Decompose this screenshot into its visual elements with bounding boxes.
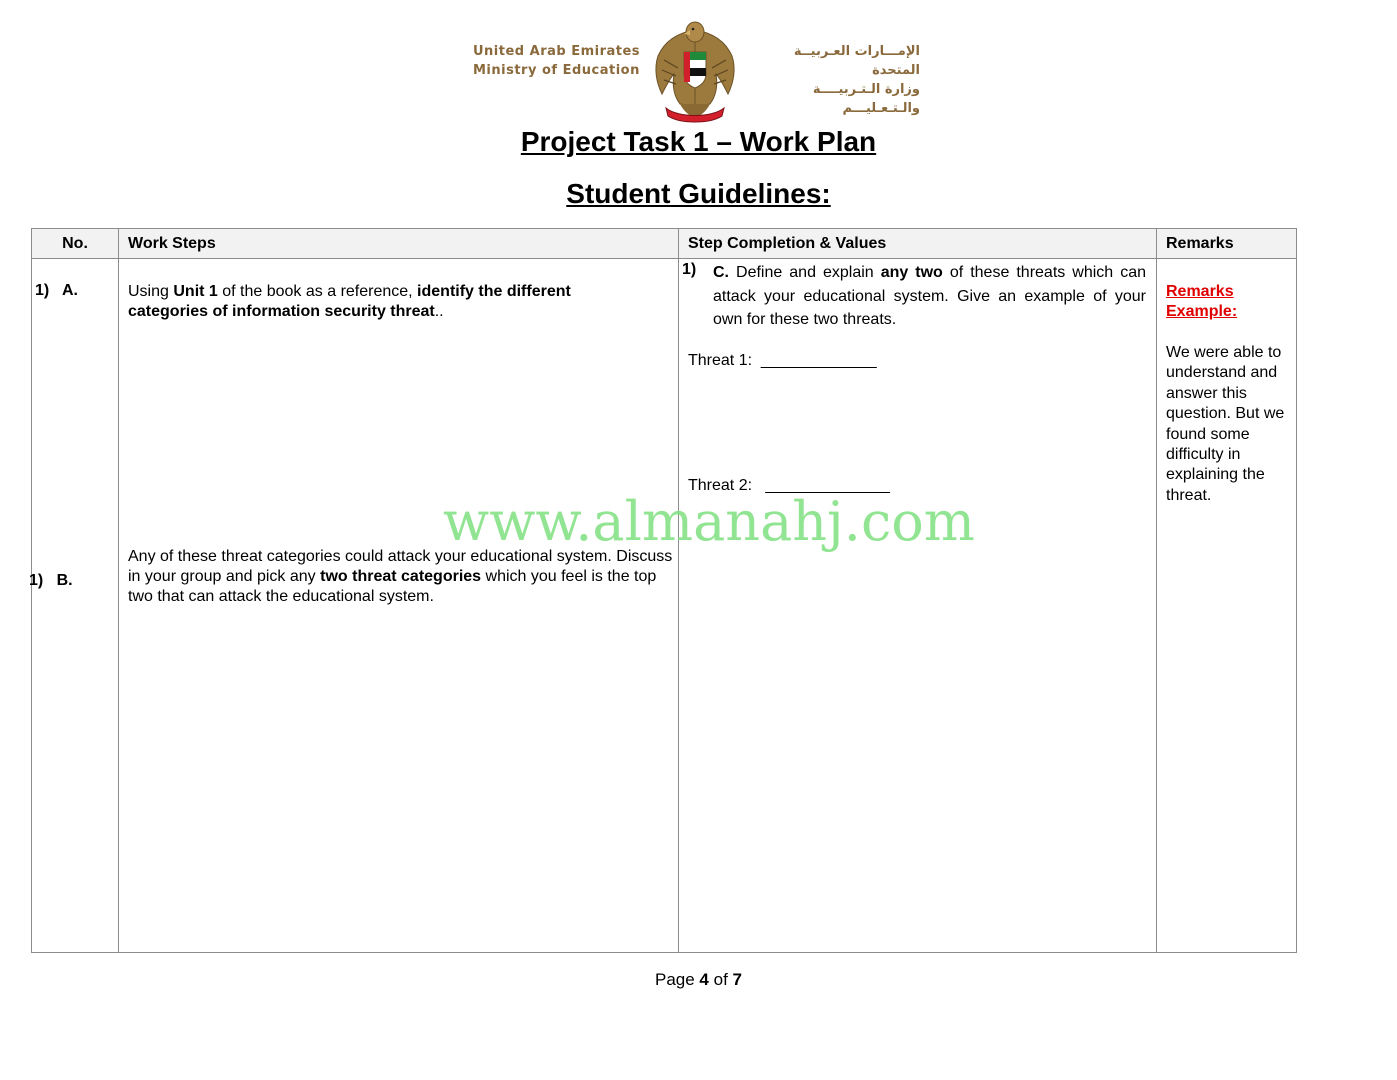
footer-total-pages: 7 <box>732 970 743 989</box>
step-a-text-3: .. <box>434 303 444 320</box>
no-cell <box>29 259 119 953</box>
step-a-bold-2: identify the different categories of information security threat <box>128 283 571 320</box>
header-remarks: Remarks <box>1157 229 1297 259</box>
completion-text-1: Define and explain <box>729 264 881 281</box>
threat-1-field[interactable]: Threat 1: _____________ <box>688 352 877 369</box>
remarks-example-body: We were able to understand and answer this question. But we found some difficulty in explaining the threat. <box>1166 344 1285 504</box>
ministry-line-1: United Arab Emirates <box>473 44 641 59</box>
remarks-example-title: Remarks Example: <box>1166 283 1238 320</box>
step-a-text-2: of the book as a reference, <box>217 283 418 300</box>
ministry-name-arabic <box>758 42 920 118</box>
completion-number: 1) <box>682 261 697 278</box>
ministry-line-2: Ministry of Education <box>473 63 640 78</box>
work-plan-table <box>31 228 1297 953</box>
completion-instructions <box>713 261 1146 332</box>
step-b-text-1: Any of these threat categories could attack your educational system. Discuss in your group and pick any <box>128 548 673 585</box>
completion-bold-1: any two <box>880 264 943 281</box>
header-work-steps: Work Steps <box>119 229 679 259</box>
step-b-text-2: which you feel is the top two that can attack the educational system. <box>128 568 657 605</box>
page-subtitle: Student Guidelines: <box>566 178 831 209</box>
table-header-row <box>32 229 1297 259</box>
step-b-bold-1: two threat categories <box>320 568 482 585</box>
footer-page-number: 4 <box>699 970 709 989</box>
step-b-text <box>128 547 673 607</box>
table-row <box>32 259 1297 953</box>
step-number-b: 1) B. <box>29 572 73 589</box>
watermark-text: www.almanahj.com <box>443 490 975 553</box>
page-title: Project Task 1 – Work Plan <box>520 126 877 157</box>
step-completion-cell <box>679 259 1157 953</box>
ministry-name-english <box>473 42 640 80</box>
work-steps-cell <box>119 259 679 953</box>
uae-falcon-emblem-icon <box>652 16 738 124</box>
step-a-text <box>128 282 648 322</box>
remarks-cell <box>1157 259 1297 953</box>
threat-2-field[interactable]: Threat 2: ______________ <box>688 477 890 494</box>
completion-text-2: of these threats which can attack your educational system. Give an example of your own for these two threats. <box>713 264 1147 328</box>
header-step-completion: Step Completion & Values <box>679 229 1157 259</box>
step-a-text-1: Using <box>128 283 174 300</box>
ministry-arabic-line-1: الإمـــارات العـربيــة المتحدة <box>793 44 920 78</box>
footer-of-word: of <box>713 970 728 989</box>
ministry-arabic-line-2: وزارة الـتـربيــــة والـتـعـليـــم <box>812 82 920 116</box>
document-header <box>0 16 1397 126</box>
completion-letter: C. <box>713 264 729 281</box>
footer-page-word: Page <box>654 970 695 989</box>
header-no: No. <box>32 229 119 259</box>
page-footer <box>0 970 1397 990</box>
step-number-a: 1) A. <box>35 282 78 299</box>
step-a-bold-1: Unit 1 <box>173 283 218 300</box>
